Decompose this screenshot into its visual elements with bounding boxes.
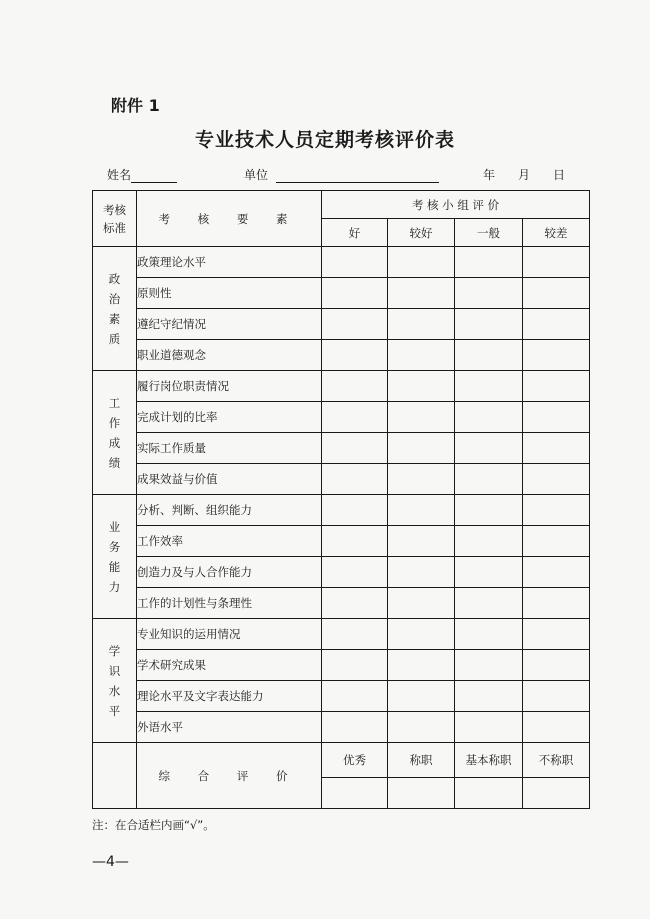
grade-checkbox-cell[interactable] bbox=[455, 681, 523, 712]
overall-label: 综 合 评 价 bbox=[158, 768, 300, 783]
overall-checkbox-cell[interactable] bbox=[455, 778, 523, 809]
category-label: 政 治 素 质 bbox=[108, 271, 121, 346]
table-row bbox=[93, 495, 590, 526]
grade-checkbox-cell[interactable] bbox=[322, 464, 388, 495]
grade-checkbox-cell[interactable] bbox=[455, 495, 523, 526]
element-item: 工作的计划性与条理性 bbox=[137, 588, 322, 619]
grade-average: 一般 bbox=[455, 219, 523, 247]
grade-checkbox-cell[interactable] bbox=[322, 712, 388, 743]
grade-checkbox-cell[interactable] bbox=[523, 402, 590, 433]
grade-checkbox-cell[interactable] bbox=[322, 681, 388, 712]
grade-checkbox-cell[interactable] bbox=[388, 278, 455, 309]
grade-checkbox-cell[interactable] bbox=[455, 371, 523, 402]
grade-checkbox-cell[interactable] bbox=[322, 278, 388, 309]
table-row bbox=[93, 526, 590, 557]
grade-checkbox-cell[interactable] bbox=[322, 247, 388, 278]
element-item: 职业道德观念 bbox=[137, 340, 322, 371]
unit-blank[interactable] bbox=[276, 170, 439, 183]
element-item: 原则性 bbox=[137, 278, 322, 309]
grade-checkbox-cell[interactable] bbox=[455, 247, 523, 278]
element-item: 遵纪守纪情况 bbox=[137, 309, 322, 340]
grade-checkbox-cell[interactable] bbox=[388, 650, 455, 681]
unit-label: 单位 bbox=[244, 168, 269, 182]
grade-checkbox-cell[interactable] bbox=[523, 557, 590, 588]
grade-checkbox-cell[interactable] bbox=[322, 526, 388, 557]
footnote: 注：在合适栏内画“√”。 bbox=[92, 818, 215, 832]
element-item: 学术研究成果 bbox=[137, 650, 322, 681]
grade-checkbox-cell[interactable] bbox=[388, 712, 455, 743]
grade-checkbox-cell[interactable] bbox=[455, 588, 523, 619]
grade-checkbox-cell[interactable] bbox=[455, 278, 523, 309]
grade-checkbox-cell[interactable] bbox=[322, 340, 388, 371]
elements-header-text: 考 核 要 素 bbox=[158, 211, 300, 226]
grade-checkbox-cell[interactable] bbox=[322, 619, 388, 650]
evaluation-table bbox=[92, 190, 590, 809]
grade-checkbox-cell[interactable] bbox=[523, 433, 590, 464]
table-row bbox=[93, 371, 590, 402]
table-row bbox=[93, 588, 590, 619]
grade-checkbox-cell[interactable] bbox=[523, 247, 590, 278]
document-title: 专业技术人员定期考核评价表 bbox=[194, 129, 455, 151]
table-row bbox=[93, 247, 590, 278]
table-row bbox=[93, 681, 590, 712]
grade-checkbox-cell[interactable] bbox=[455, 309, 523, 340]
overall-excellent: 优秀 bbox=[322, 743, 388, 778]
grade-checkbox-cell[interactable] bbox=[388, 402, 455, 433]
grade-checkbox-cell[interactable] bbox=[388, 495, 455, 526]
category-label: 工 作 成 绩 bbox=[108, 395, 121, 470]
overall-competent: 称职 bbox=[388, 743, 455, 778]
day-label: 日 bbox=[553, 168, 566, 182]
grade-checkbox-cell[interactable] bbox=[523, 619, 590, 650]
table-row bbox=[93, 278, 590, 309]
grade-checkbox-cell[interactable] bbox=[523, 340, 590, 371]
element-item: 履行岗位职责情况 bbox=[137, 371, 322, 402]
elements-header bbox=[137, 191, 322, 247]
grade-checkbox-cell[interactable] bbox=[322, 557, 388, 588]
grade-checkbox-cell[interactable] bbox=[388, 433, 455, 464]
element-item: 政策理论水平 bbox=[137, 247, 322, 278]
grade-checkbox-cell[interactable] bbox=[455, 402, 523, 433]
grade-checkbox-cell[interactable] bbox=[523, 588, 590, 619]
grade-checkbox-cell[interactable] bbox=[455, 526, 523, 557]
category-cell bbox=[93, 371, 137, 495]
overall-row-labels bbox=[93, 743, 590, 778]
group-eval-header: 考 核 小 组 评 价 bbox=[322, 191, 590, 219]
grade-checkbox-cell[interactable] bbox=[322, 433, 388, 464]
year-label: 年 bbox=[483, 168, 496, 182]
category-label: 学 识 水 平 bbox=[108, 643, 121, 718]
element-item: 创造力及与人合作能力 bbox=[137, 557, 322, 588]
element-item: 外语水平 bbox=[137, 712, 322, 743]
header-row-1 bbox=[93, 191, 590, 219]
table-row bbox=[93, 650, 590, 681]
unit-field[interactable] bbox=[244, 166, 439, 183]
grade-fairly-good: 较好 bbox=[388, 219, 455, 247]
grade-checkbox-cell[interactable] bbox=[455, 712, 523, 743]
element-item: 实际工作质量 bbox=[137, 433, 322, 464]
attachment-label: 附件 1 bbox=[111, 96, 160, 115]
table-row bbox=[93, 619, 590, 650]
element-item: 专业知识的运用情况 bbox=[137, 619, 322, 650]
table-row bbox=[93, 712, 590, 743]
element-item: 成果效益与价值 bbox=[137, 464, 322, 495]
grade-checkbox-cell[interactable] bbox=[523, 650, 590, 681]
grade-checkbox-cell[interactable] bbox=[523, 681, 590, 712]
grade-checkbox-cell[interactable] bbox=[322, 495, 388, 526]
grade-good: 好 bbox=[322, 219, 388, 247]
grade-checkbox-cell[interactable] bbox=[388, 619, 455, 650]
standard-header-text: 考核 标准 bbox=[103, 202, 126, 235]
page-number: —4— bbox=[92, 854, 129, 870]
overall-blank-cell bbox=[93, 743, 137, 809]
grade-checkbox-cell[interactable] bbox=[322, 402, 388, 433]
table-row bbox=[93, 557, 590, 588]
grade-checkbox-cell[interactable] bbox=[523, 464, 590, 495]
grade-checkbox-cell[interactable] bbox=[523, 712, 590, 743]
category-label: 业 务 能 力 bbox=[108, 519, 121, 594]
grade-checkbox-cell[interactable] bbox=[455, 619, 523, 650]
element-item: 完成计划的比率 bbox=[137, 402, 322, 433]
grade-checkbox-cell[interactable] bbox=[322, 371, 388, 402]
category-cell bbox=[93, 495, 137, 619]
name-label: 姓名 bbox=[107, 168, 132, 182]
grade-checkbox-cell[interactable] bbox=[388, 309, 455, 340]
standard-header bbox=[93, 191, 137, 247]
grade-checkbox-cell[interactable] bbox=[388, 557, 455, 588]
month-label: 月 bbox=[518, 168, 531, 182]
overall-checkbox-cell[interactable] bbox=[388, 778, 455, 809]
grade-checkbox-cell[interactable] bbox=[523, 526, 590, 557]
table-row bbox=[93, 433, 590, 464]
element-item: 分析、判断、组织能力 bbox=[137, 495, 322, 526]
table-row bbox=[93, 309, 590, 340]
grade-checkbox-cell[interactable] bbox=[388, 526, 455, 557]
grade-checkbox-cell[interactable] bbox=[322, 309, 388, 340]
grade-checkbox-cell[interactable] bbox=[388, 371, 455, 402]
grade-checkbox-cell[interactable] bbox=[455, 340, 523, 371]
grade-checkbox-cell[interactable] bbox=[523, 371, 590, 402]
grade-checkbox-cell[interactable] bbox=[455, 557, 523, 588]
grade-checkbox-cell[interactable] bbox=[388, 340, 455, 371]
table-row bbox=[93, 464, 590, 495]
overall-checkbox-cell[interactable] bbox=[523, 778, 590, 809]
name-blank[interactable] bbox=[131, 170, 177, 183]
grade-checkbox-cell[interactable] bbox=[523, 495, 590, 526]
grade-checkbox-cell[interactable] bbox=[322, 650, 388, 681]
grade-checkbox-cell[interactable] bbox=[322, 588, 388, 619]
overall-incompetent: 不称职 bbox=[523, 743, 590, 778]
grade-checkbox-cell[interactable] bbox=[388, 588, 455, 619]
grade-checkbox-cell[interactable] bbox=[455, 433, 523, 464]
category-cell bbox=[93, 619, 137, 743]
grade-checkbox-cell[interactable] bbox=[388, 247, 455, 278]
grade-checkbox-cell[interactable] bbox=[455, 650, 523, 681]
element-item: 理论水平及文字表达能力 bbox=[137, 681, 322, 712]
overall-label-cell bbox=[137, 743, 322, 809]
element-item: 工作效率 bbox=[137, 526, 322, 557]
overall-checkbox-cell[interactable] bbox=[322, 778, 388, 809]
table-row bbox=[93, 340, 590, 371]
grade-checkbox-cell[interactable] bbox=[388, 464, 455, 495]
overall-basic-competent: 基本称职 bbox=[455, 743, 523, 778]
grade-checkbox-cell[interactable] bbox=[455, 464, 523, 495]
grade-checkbox-cell[interactable] bbox=[523, 309, 590, 340]
table-row bbox=[93, 402, 590, 433]
grade-poor: 较差 bbox=[523, 219, 590, 247]
grade-checkbox-cell[interactable] bbox=[523, 278, 590, 309]
grade-checkbox-cell[interactable] bbox=[388, 681, 455, 712]
name-field[interactable] bbox=[107, 166, 177, 183]
category-cell bbox=[93, 247, 137, 371]
